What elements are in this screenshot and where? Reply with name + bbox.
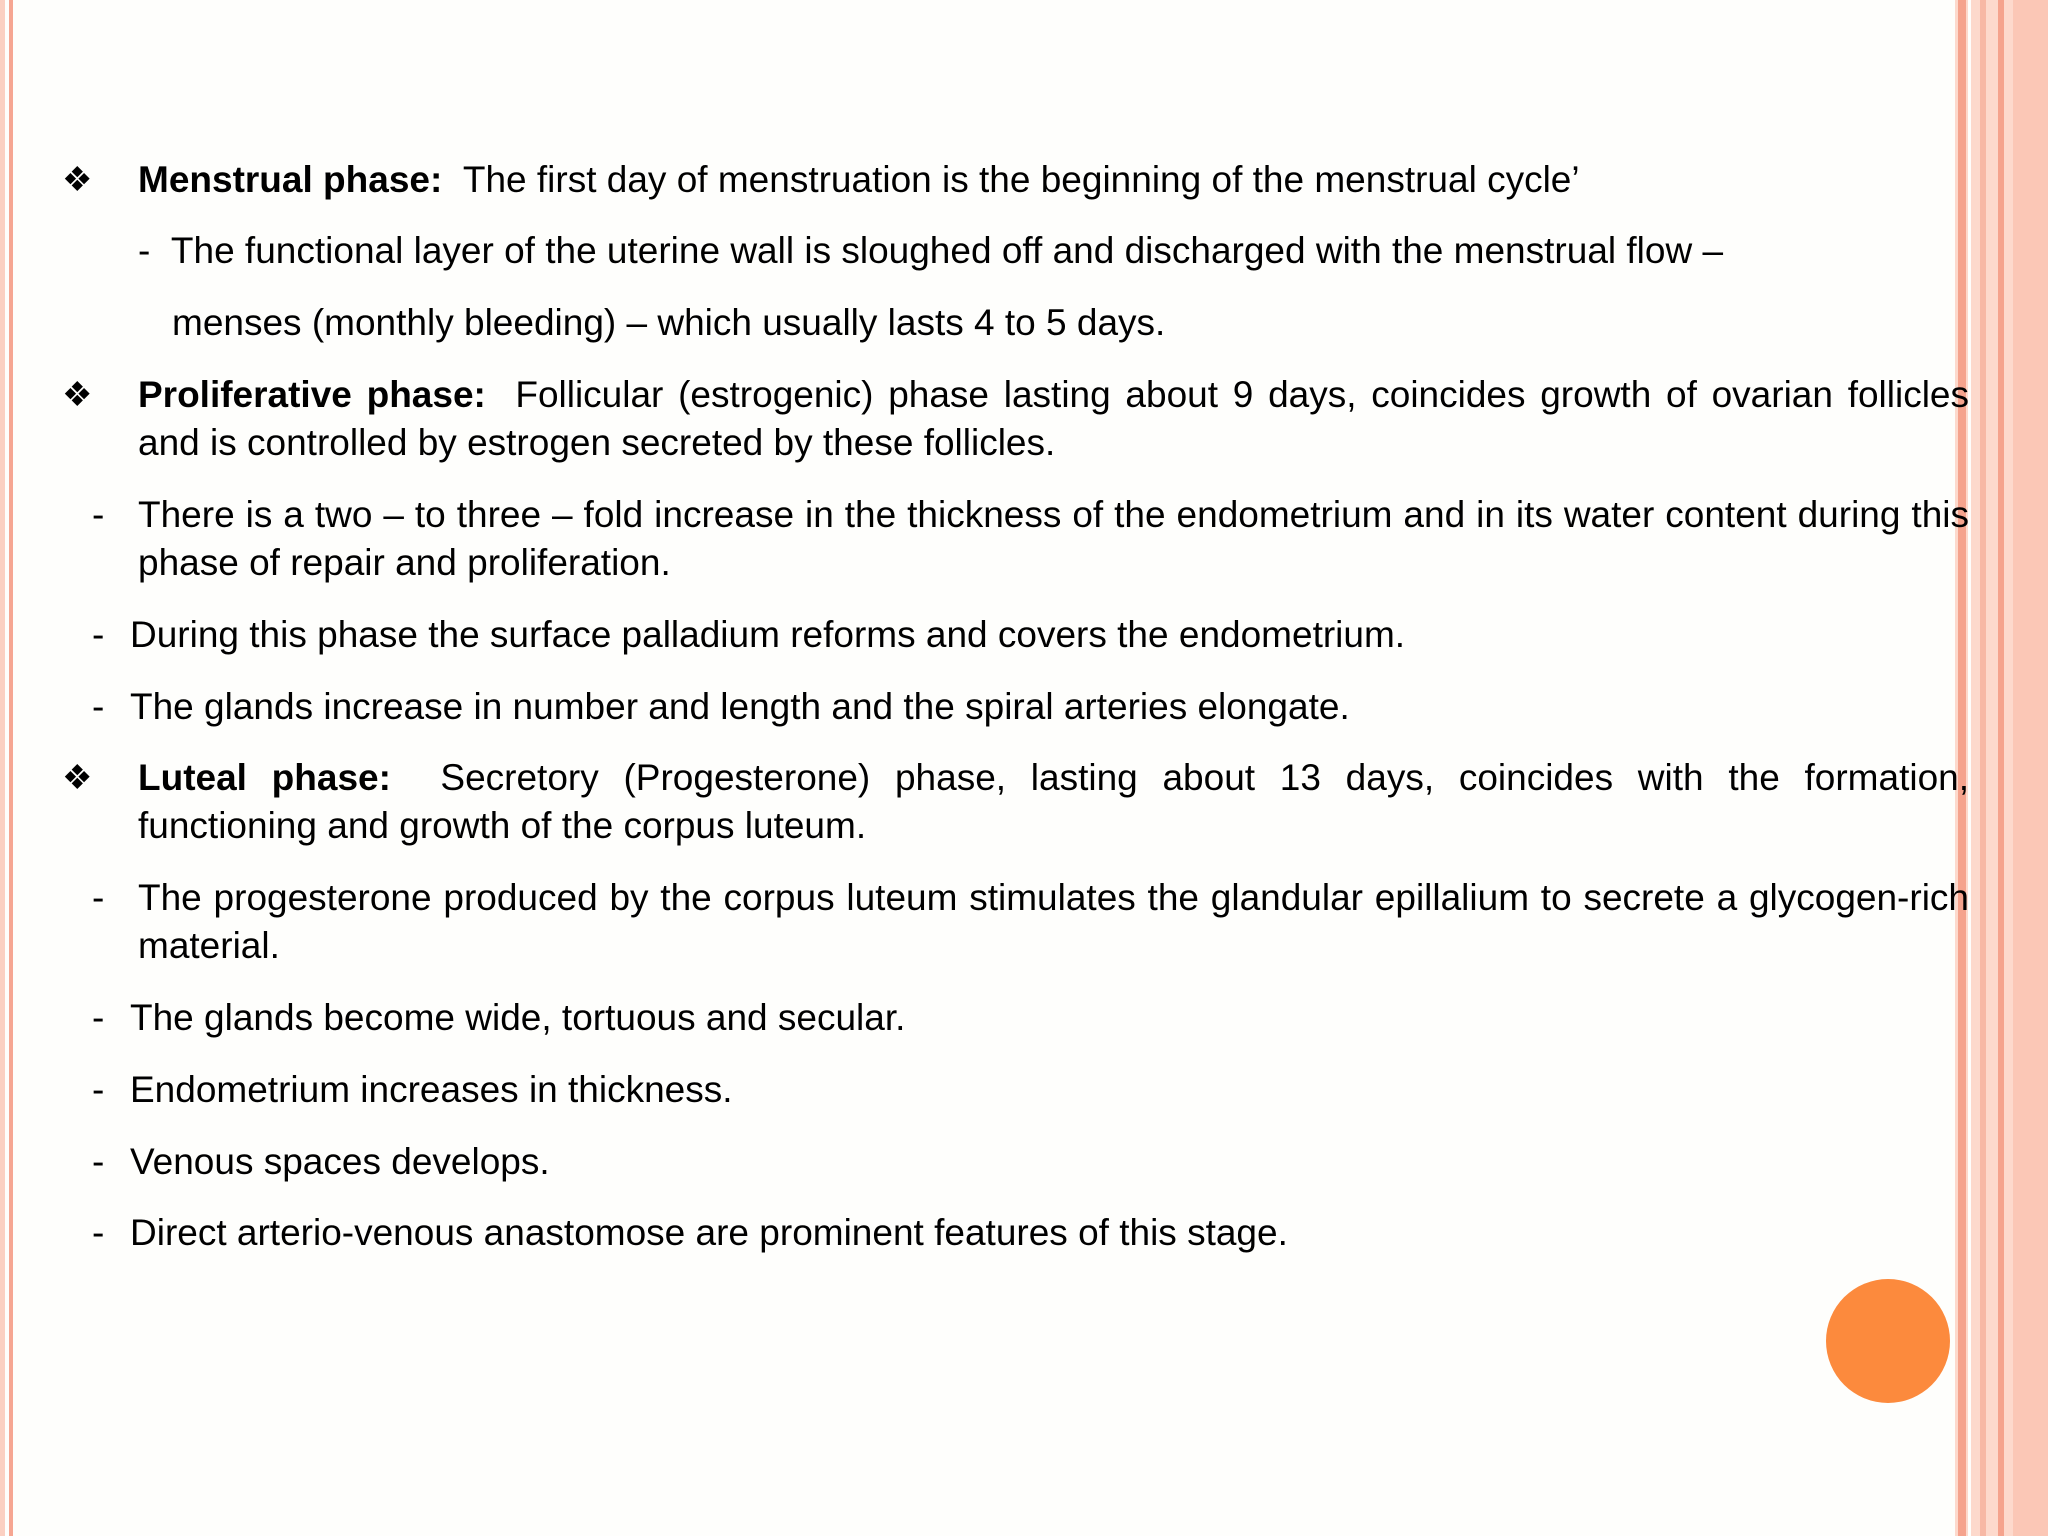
proliferative-phase-paragraph [138,371,1969,467]
dash-marker: - [92,1141,105,1182]
proliferative-item: There is a two – to three – fold increase in the thickness of the endometrium and in its water content during this phase of repair and proliferation. [138,494,1969,583]
luteal-item: Endometrium increases in thickness. [130,1069,733,1110]
proliferative-item: The glands increase in number and length and the spiral arteries elongate. [130,686,1350,727]
four-diamond-bullet-icon: ❖ [62,759,93,797]
dash-marker: - [92,997,105,1038]
dash-marker: - [92,686,105,727]
luteal-phase-paragraph [138,754,1969,850]
dash-marker: - [138,230,151,271]
menstrual-phase-label: Menstrual phase: [138,159,443,200]
dash-marker: - [92,1069,105,1110]
four-diamond-bullet-icon: ❖ [62,161,93,199]
luteal-phase-text: Secretory (Progesterone) phase, lasting about 13 days, coincides with the formation, functioning and growth of the corpus luteum. [138,757,1970,846]
orange-circle-decoration [1826,1279,1950,1403]
menstrual-sub-text-2: menses (monthly bleeding) – which usually lasts 4 to 5 days. [172,302,1166,343]
menstrual-phase-text: The first day of menstruation is the beginning of the menstrual cycle’ [462,159,1580,200]
luteal-phase-label: Luteal phase: [138,757,391,798]
dash-marker: - [92,614,105,655]
menstrual-sub-line-2 [172,299,1165,347]
proliferative-phase-label: Proliferative phase: [138,374,486,415]
dash-marker: - [92,494,105,535]
right-border-edge [2013,0,2048,1536]
menstrual-sub-text-1: The functional layer of the uterine wall is sloughed off and discharged with the menstrual flow – [170,230,1724,271]
dash-marker: - [92,1212,105,1253]
luteal-item: Venous spaces develops. [130,1141,550,1182]
menstrual-sub-line-1 [138,227,1723,275]
right-border-line [1980,0,1986,1536]
luteal-item: The progesterone produced by the corpus luteum stimulates the glandular epillalium to secrete a glycogen-rich material. [138,877,1969,966]
dash-marker: - [92,877,105,918]
right-border-line [1998,0,2004,1536]
menstrual-phase-heading [138,156,1580,204]
luteal-item: Direct arterio-venous anastomose are prominent features of this stage. [130,1212,1288,1253]
four-diamond-bullet-icon: ❖ [62,376,93,414]
luteal-item: The glands become wide, tortuous and secular. [130,997,906,1038]
proliferative-item: During this phase the surface palladium reforms and covers the endometrium. [130,614,1406,655]
proliferative-phase-text: Follicular (estrogenic) phase lasting about 9 days, coincides growth of ovarian follicles and is controlled by estrogen secreted by these follicles. [138,374,1970,463]
